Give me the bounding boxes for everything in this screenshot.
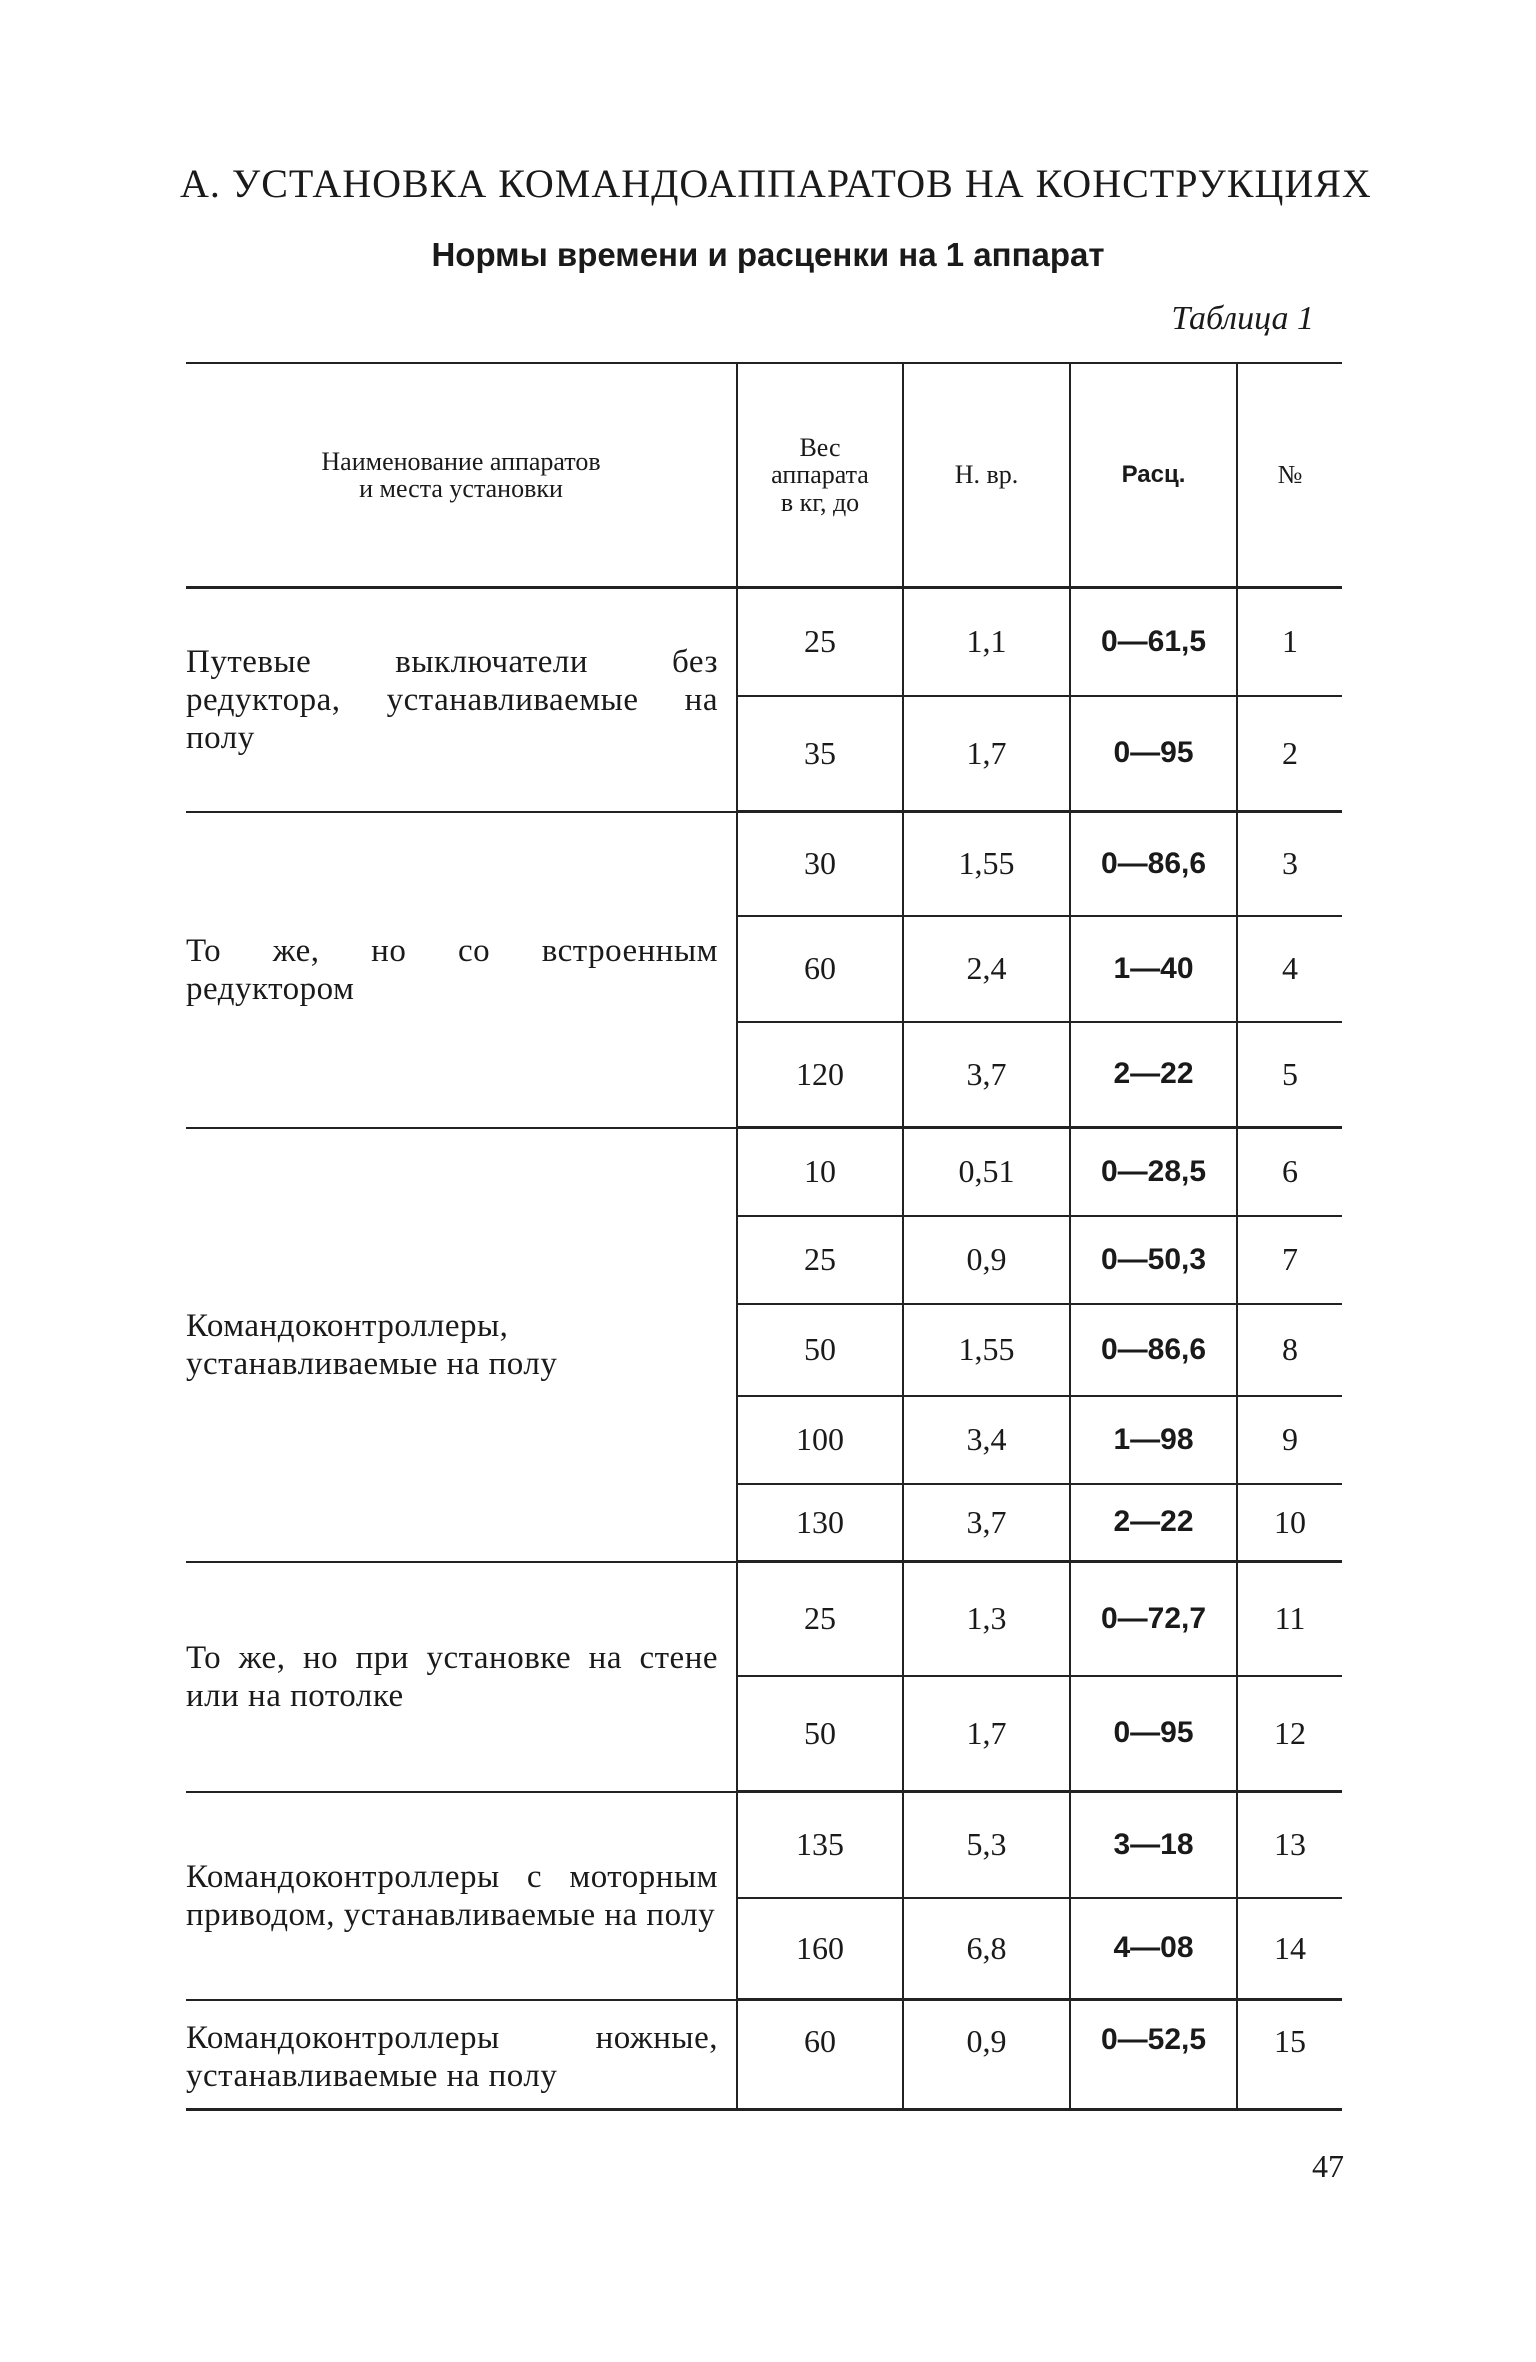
- rate-cell: 0—86,6: [1070, 812, 1237, 916]
- weight-cell: 60: [737, 2000, 903, 2110]
- rate-cell: 0—95: [1070, 696, 1237, 812]
- time-norm-cell: 3,7: [903, 1022, 1070, 1128]
- rate-cell: 0—52,5: [1070, 2000, 1237, 2110]
- row-number-cell: 9: [1237, 1396, 1342, 1484]
- rate-cell: 0—28,5: [1070, 1128, 1237, 1216]
- rate-cell: 0—50,3: [1070, 1216, 1237, 1304]
- rate-cell: 0—72,7: [1070, 1562, 1237, 1676]
- row-number-cell: 4: [1237, 916, 1342, 1022]
- rate-cell: 0—61,5: [1070, 588, 1237, 696]
- row-number-cell: 15: [1237, 2000, 1342, 2110]
- weight-cell: 35: [737, 696, 903, 812]
- table-row: [186, 2000, 1342, 2110]
- time-norm-cell: 2,4: [903, 916, 1070, 1022]
- apparatus-name-cell: Командоконтроллеры, устанавливаемые на полу: [186, 1128, 737, 1562]
- table-group: [186, 1128, 1342, 1562]
- apparatus-name-cell: То же, но со встроенным редуктором: [186, 812, 737, 1128]
- table-row: [186, 1128, 1342, 1216]
- norms-table: [186, 362, 1342, 2111]
- table-row: [186, 812, 1342, 916]
- time-norm-cell: 0,9: [903, 1216, 1070, 1304]
- weight-cell: 30: [737, 812, 903, 916]
- table-group: [186, 1792, 1342, 2000]
- time-norm-cell: 0,51: [903, 1128, 1070, 1216]
- table-row: [186, 1562, 1342, 1676]
- weight-cell: 25: [737, 588, 903, 696]
- table-label: Таблица 1: [1171, 300, 1314, 337]
- rate-cell: 2—22: [1070, 1484, 1237, 1562]
- row-number-cell: 3: [1237, 812, 1342, 916]
- table-header-row: [186, 363, 1342, 588]
- row-number-cell: 6: [1237, 1128, 1342, 1216]
- apparatus-name-cell: Командоконтроллеры с моторным приводом, устанавливаемые на полу: [186, 1792, 737, 2000]
- weight-cell: 25: [737, 1562, 903, 1676]
- row-number-cell: 11: [1237, 1562, 1342, 1676]
- apparatus-name-cell: Командоконтроллеры ножные, устанавливаемые на полу: [186, 2000, 737, 2110]
- time-norm-cell: 1,7: [903, 696, 1070, 812]
- time-norm-cell: 1,3: [903, 1562, 1070, 1676]
- weight-cell: 120: [737, 1022, 903, 1128]
- row-number-cell: 14: [1237, 1898, 1342, 2000]
- column-header-weight-line2: аппарата: [771, 460, 869, 490]
- weight-cell: 25: [737, 1216, 903, 1304]
- table-group: [186, 588, 1342, 812]
- weight-cell: 100: [737, 1396, 903, 1484]
- weight-cell: 60: [737, 916, 903, 1022]
- time-norm-cell: 1,7: [903, 1676, 1070, 1792]
- table-row: [186, 588, 1342, 696]
- rate-cell: 1—40: [1070, 916, 1237, 1022]
- row-number-cell: 10: [1237, 1484, 1342, 1562]
- weight-cell: 130: [737, 1484, 903, 1562]
- rate-cell: 0—86,6: [1070, 1304, 1237, 1396]
- table-group: [186, 2000, 1342, 2110]
- table-group: [186, 1562, 1342, 1792]
- weight-cell: 160: [737, 1898, 903, 2000]
- weight-cell: 50: [737, 1304, 903, 1396]
- row-number-cell: 1: [1237, 588, 1342, 696]
- column-header-weight-line3: в кг, до: [780, 487, 860, 517]
- section-heading: А. УСТАНОВКА КОМАНДОАППАРАТОВ НА КОНСТРУКЦИЯХ: [180, 161, 1372, 206]
- column-header-time: Н. вр.: [903, 363, 1070, 588]
- time-norm-cell: 1,55: [903, 812, 1070, 916]
- time-norm-cell: 1,1: [903, 588, 1070, 696]
- rate-cell: 0—95: [1070, 1676, 1237, 1792]
- row-number-cell: 13: [1237, 1792, 1342, 1898]
- apparatus-name-cell: То же, но при установке на стене или на потолке: [186, 1562, 737, 1792]
- row-number-cell: 12: [1237, 1676, 1342, 1792]
- time-norm-cell: 6,8: [903, 1898, 1070, 2000]
- rate-cell: 2—22: [1070, 1022, 1237, 1128]
- rate-cell: 3—18: [1070, 1792, 1237, 1898]
- column-header-name: [186, 363, 737, 588]
- table-group: [186, 812, 1342, 1128]
- column-header-name-line1: Наименование аппаратов: [321, 446, 601, 476]
- table-row: [186, 1792, 1342, 1898]
- time-norm-cell: 0,9: [903, 2000, 1070, 2110]
- row-number-cell: 2: [1237, 696, 1342, 812]
- apparatus-name-cell: Путевые выключатели без редуктора, устанавливаемые на полу: [186, 588, 737, 812]
- column-header-name-line2: и места установки: [359, 474, 563, 503]
- table-subtitle: Нормы времени и расценки на 1 аппарат: [431, 236, 1105, 273]
- row-number-cell: 5: [1237, 1022, 1342, 1128]
- rate-cell: 1—98: [1070, 1396, 1237, 1484]
- column-header-weight-line1: Вес: [799, 433, 841, 463]
- rate-cell: 4—08: [1070, 1898, 1237, 2000]
- column-header-rate: Расц.: [1070, 363, 1237, 588]
- column-header-number: №: [1237, 363, 1342, 588]
- weight-cell: 10: [737, 1128, 903, 1216]
- time-norm-cell: 5,3: [903, 1792, 1070, 1898]
- row-number-cell: 8: [1237, 1304, 1342, 1396]
- time-norm-cell: 3,4: [903, 1396, 1070, 1484]
- weight-cell: 135: [737, 1792, 903, 1898]
- time-norm-cell: 3,7: [903, 1484, 1070, 1562]
- weight-cell: 50: [737, 1676, 903, 1792]
- time-norm-cell: 1,55: [903, 1304, 1070, 1396]
- row-number-cell: 7: [1237, 1216, 1342, 1304]
- column-header-weight: [737, 363, 903, 588]
- page-number: 47: [1312, 2148, 1344, 2184]
